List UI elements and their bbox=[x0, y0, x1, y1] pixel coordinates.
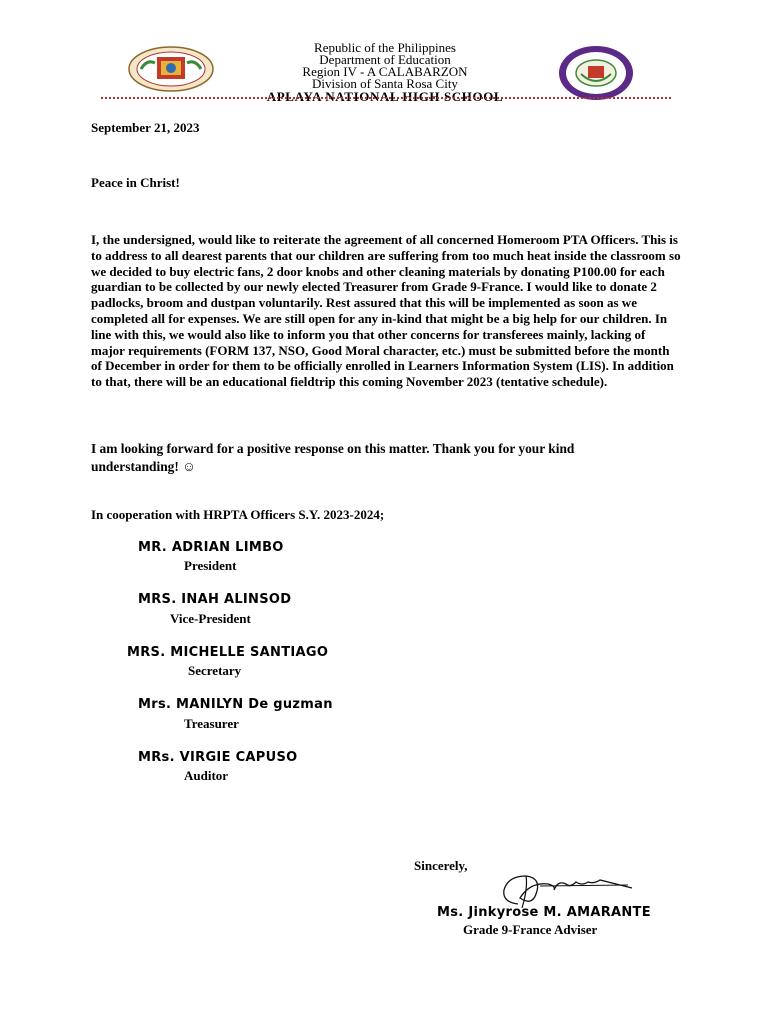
officer-role-treasurer: Treasurer bbox=[184, 716, 239, 731]
officer-role-secretary: Secretary bbox=[188, 663, 242, 678]
officer-name-vice-president: MRS. INAH ALINSOD bbox=[138, 592, 292, 607]
deped-seal-icon bbox=[127, 45, 215, 93]
letter-date: September 21, 2023 bbox=[91, 120, 200, 135]
body-paragraph: I, the undersigned, would like to reiterate the agreement of all concerned Homeroom PTA Officers. This is to address to all dearest parents that our children are suffering from too much heat inside the classroom so we decided to buy electric fans, 2 door knobs and other cleaning materials by donating P100.00 for each guardian to be collected by our newly elected Treasurer from Grade 9-France. I would like to donate 2 padlocks, broom and dustpan voluntarily. Rest assured that this will be implemented as soon as we completed all for expenses. We are still open for any in-kind that might be a big help for our children. In line with this, we would also like to inform you that other concerns for transferees mainly, lacking of major requirements (FORM 137, NSO, Good Moral character, etc.) must be submitted before the month of December in order for them to be officially enrolled in Learners Information System (LIS). In addition to that, there will be an educational fieldtrip this coming November 2023 (tentative schedule). bbox=[91, 232, 681, 390]
sincerely-label: Sincerely, bbox=[414, 858, 468, 873]
signatory-name: Ms. Jinkyrose M. AMARANTE bbox=[437, 905, 651, 920]
republic-line: Republic of the Philippines bbox=[314, 40, 456, 55]
department-line: Department of Education bbox=[319, 52, 451, 67]
greeting: Peace in Christ! bbox=[91, 175, 180, 190]
officer-name-secretary: MRS. MICHELLE SANTIAGO bbox=[127, 645, 329, 660]
letterhead-divider bbox=[101, 97, 671, 99]
handwritten-signature-icon bbox=[496, 868, 636, 910]
officer-name-auditor: MRs. VIRGIE CAPUSO bbox=[138, 750, 298, 765]
officer-role-president: President bbox=[184, 558, 237, 573]
officer-name-president: MR. ADRIAN LIMBO bbox=[138, 540, 284, 555]
region-line: Region IV - A CALABARZON bbox=[302, 64, 468, 79]
letterhead-text bbox=[205, 42, 565, 103]
cooperation-line: In cooperation with HRPTA Officers S.Y. 2023-2024; bbox=[91, 507, 385, 522]
signatory-role: Grade 9-France Adviser bbox=[463, 922, 598, 937]
school-seal-icon bbox=[557, 44, 635, 102]
officer-role-vice-president: Vice-President bbox=[170, 611, 251, 626]
school-name: APLAYA NATIONAL HIGH SCHOOL bbox=[266, 89, 504, 104]
officer-name-treasurer: Mrs. MANILYN De guzman bbox=[138, 697, 333, 712]
officer-role-auditor: Auditor bbox=[184, 768, 229, 783]
division-line: Division of Santa Rosa City bbox=[312, 76, 458, 91]
closing-paragraph: I am looking forward for a positive response on this matter. Thank you for your kind understanding! ☺ bbox=[91, 441, 575, 474]
letterhead bbox=[95, 40, 675, 104]
